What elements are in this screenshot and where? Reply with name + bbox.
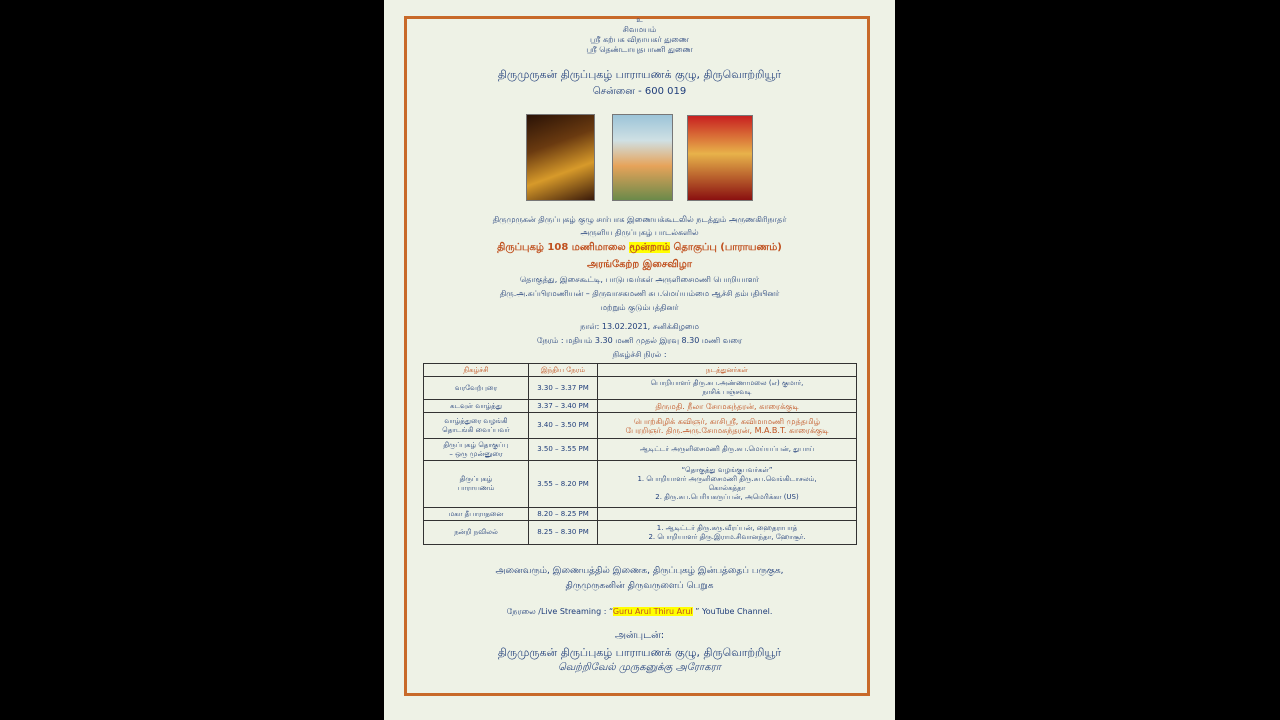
table-row [424, 439, 857, 461]
cell-hosts-line: “தொகுத்து வழங்குபவர்கள்” [681, 466, 773, 474]
event-date: நாள்: 13.02.2021, சனிக்கிழமை [580, 322, 699, 331]
cell-event [424, 521, 529, 545]
cell-time: 3.40 – 3.50 PM [529, 413, 598, 439]
cell-event-line: வாழ்த்துரை வழங்கி [444, 416, 508, 425]
cell-event-line: திருப்புகழ் தொகுப்பு [443, 440, 509, 449]
program-table [423, 363, 857, 545]
cell-hosts [598, 400, 857, 413]
cell-hosts-line: 1. ஆடிட்டர் திரு.கரு.வீரப்பன், ஹைதராபாத் [656, 523, 798, 532]
cell-time: 8.20 – 8.25 PM [529, 508, 598, 521]
cell-hosts [598, 521, 857, 545]
table-row [424, 400, 857, 413]
footer-org: திருமுருகன் திருப்புகழ் பாராயணக் குழு, திருவொற்றியூர் [497, 646, 782, 659]
footer-slogan: வெற்றிவேல் முருகனுக்கு அரோகரா [557, 662, 722, 673]
cell-hosts [598, 508, 857, 521]
cell-hosts-line: திருமதி. நீலா சோமசுந்தரன், காரைக்குடி [655, 401, 799, 411]
cell-hosts-line: ஆடிட்டர் அருளிசைமணி திரு.சுப.மெய்யப்பன், துபாய் [639, 445, 815, 453]
org-city: சென்னை - 600 019 [592, 86, 687, 97]
header-sivamayam: சிவமயம் [622, 25, 657, 34]
cell-event-line: – ஒரு முன்னுரை [449, 449, 503, 458]
cell-hosts [598, 439, 857, 461]
table-row [424, 521, 857, 545]
cell-time: 3.37 – 3.40 PM [529, 400, 598, 413]
cell-event [424, 413, 529, 439]
event-title: திருப்புகழ் 108 மணிமாலை மூன்றாம் தொகுப்பு (பாராயணம்) [497, 242, 782, 253]
table-row [424, 377, 857, 400]
col-header-event: நிகழ்ச்சி [424, 364, 529, 377]
youtube-channel-link[interactable]: Guru Arul Thiru Arul [612, 607, 693, 616]
table-header-row [424, 364, 857, 377]
col-header-time: இந்திய நேரம் [529, 364, 598, 377]
col-header-hosts: நடத்துனர்கள் [598, 364, 857, 377]
table-row [424, 413, 857, 439]
flyer-page [384, 0, 895, 720]
cell-event-line: நன்றி நவிலல் [454, 528, 498, 536]
cell-time: 8.25 – 8.30 PM [529, 521, 598, 545]
cell-event-line: வரவேற்புரை [454, 383, 498, 392]
cell-time: 3.50 – 3.55 PM [529, 439, 598, 461]
table-row [424, 508, 857, 521]
credits-line-3: மற்றும் குடும்பத்தினர் [600, 303, 679, 312]
invite-line-1: அனைவரும், இணையத்தில் இணைக, திருப்புகழ் இன்பத்தைப் பருகுக, [495, 566, 784, 576]
cell-event-line: கடவுள் வாழ்த்து [450, 401, 502, 410]
cell-hosts [598, 461, 857, 508]
cell-hosts [598, 413, 857, 439]
cell-event [424, 439, 529, 461]
intro-line-1: திருமுருகன் திருப்புகழ் குழு சார்பாக இணையக்கூடலில் நடத்தும் அருணகிரிநாதர் [492, 215, 787, 224]
header-vinayagar: ஸ்ரீ கற்பக விநாயகர் துணை [590, 35, 689, 44]
program-label: நிகழ்ச்சி நிரல் : [612, 350, 667, 359]
cell-hosts-line: 2. பொறியாளர் திரு.இராம.சிவானந்தா, ஹோசூர். [648, 532, 806, 541]
credits-line-1: தொகுத்து, இசைகூட்டி, பாடுபவர்கள் அருளிசைமணி பொறியாளர் [519, 275, 760, 284]
event-subtitle: அரங்கேற்ற இசைவிழா [586, 259, 692, 270]
header-om: உ [636, 16, 643, 24]
cell-event-line: பாராயணம் [457, 484, 495, 492]
cell-event [424, 508, 529, 521]
ganesha-image [526, 114, 595, 201]
cell-event-line: திருப்புகழ் [459, 475, 493, 483]
cell-event [424, 400, 529, 413]
cell-time: 3.30 – 3.37 PM [529, 377, 598, 400]
table-row [424, 461, 857, 508]
cell-hosts-line: பேரறிஞர். திரு.அரு.சோமசுந்தரன், M.A.B.T. காரைக்குடி [625, 425, 829, 435]
arunagirinathar-image [612, 114, 673, 201]
regards: அன்புடன்: [614, 630, 665, 641]
cell-event-line: தொடங்கி வைப்பவர் [442, 425, 510, 434]
invite-line-2: திருமுருகனின் திருவருளைப் பெறுக [565, 581, 714, 591]
cell-hosts-line: 1. பொறியாளர் அருளிசைமணி திரு.சுப.வெங்கிடாசலம், [637, 475, 817, 483]
credits-line-2: திரு.அ.சுப்பிரமணியன் – திருவாசகமணி சுப.மெய்யம்மை ஆச்சி தம்பதியினர் [499, 289, 780, 298]
cell-event-line: மகா தீபாராதனை [448, 509, 504, 518]
cell-event [424, 377, 529, 400]
header-thandayuthapani: ஸ்ரீ தெண்டாயுதபாணி துணை [586, 45, 693, 54]
cell-hosts-line: நாசிக் பஞ்சவடி [702, 388, 752, 396]
cell-hosts-line: பொறியாளர் திரு.சுப.அண்ணாமலை (எ) குமார், [650, 379, 804, 387]
cell-time: 3.55 – 8.20 PM [529, 461, 598, 508]
live-streaming: நேரலை /Live Streaming : “Guru Arul Thiru Arul ” YouTube Channel. [506, 607, 773, 616]
cell-hosts [598, 377, 857, 400]
cell-hosts-line: பொற்கிழிக் கவிஞர், காசிஸ்ரீ, கவிமாமணி முத்தமிழ் [633, 416, 821, 426]
cell-hosts-line: 2. திரு.சுப.பெரியகருப்பன், அமெரிக்கா (US) [655, 493, 799, 501]
intro-line-2: அருளிய திருப்புகழ் பாடல்களில் [580, 228, 699, 237]
event-time: நேரம் : மதியம் 3.30 மணி முதல் இரவு 8.30 மணி வரை [536, 336, 743, 345]
cell-event [424, 461, 529, 508]
org-title: திருமுருகன் திருப்புகழ் பாராயணக் குழு, திருவொற்றியூர் [497, 68, 782, 81]
murugan-image [687, 115, 753, 201]
cell-hosts-line: கொல்கத்தா [708, 484, 746, 492]
